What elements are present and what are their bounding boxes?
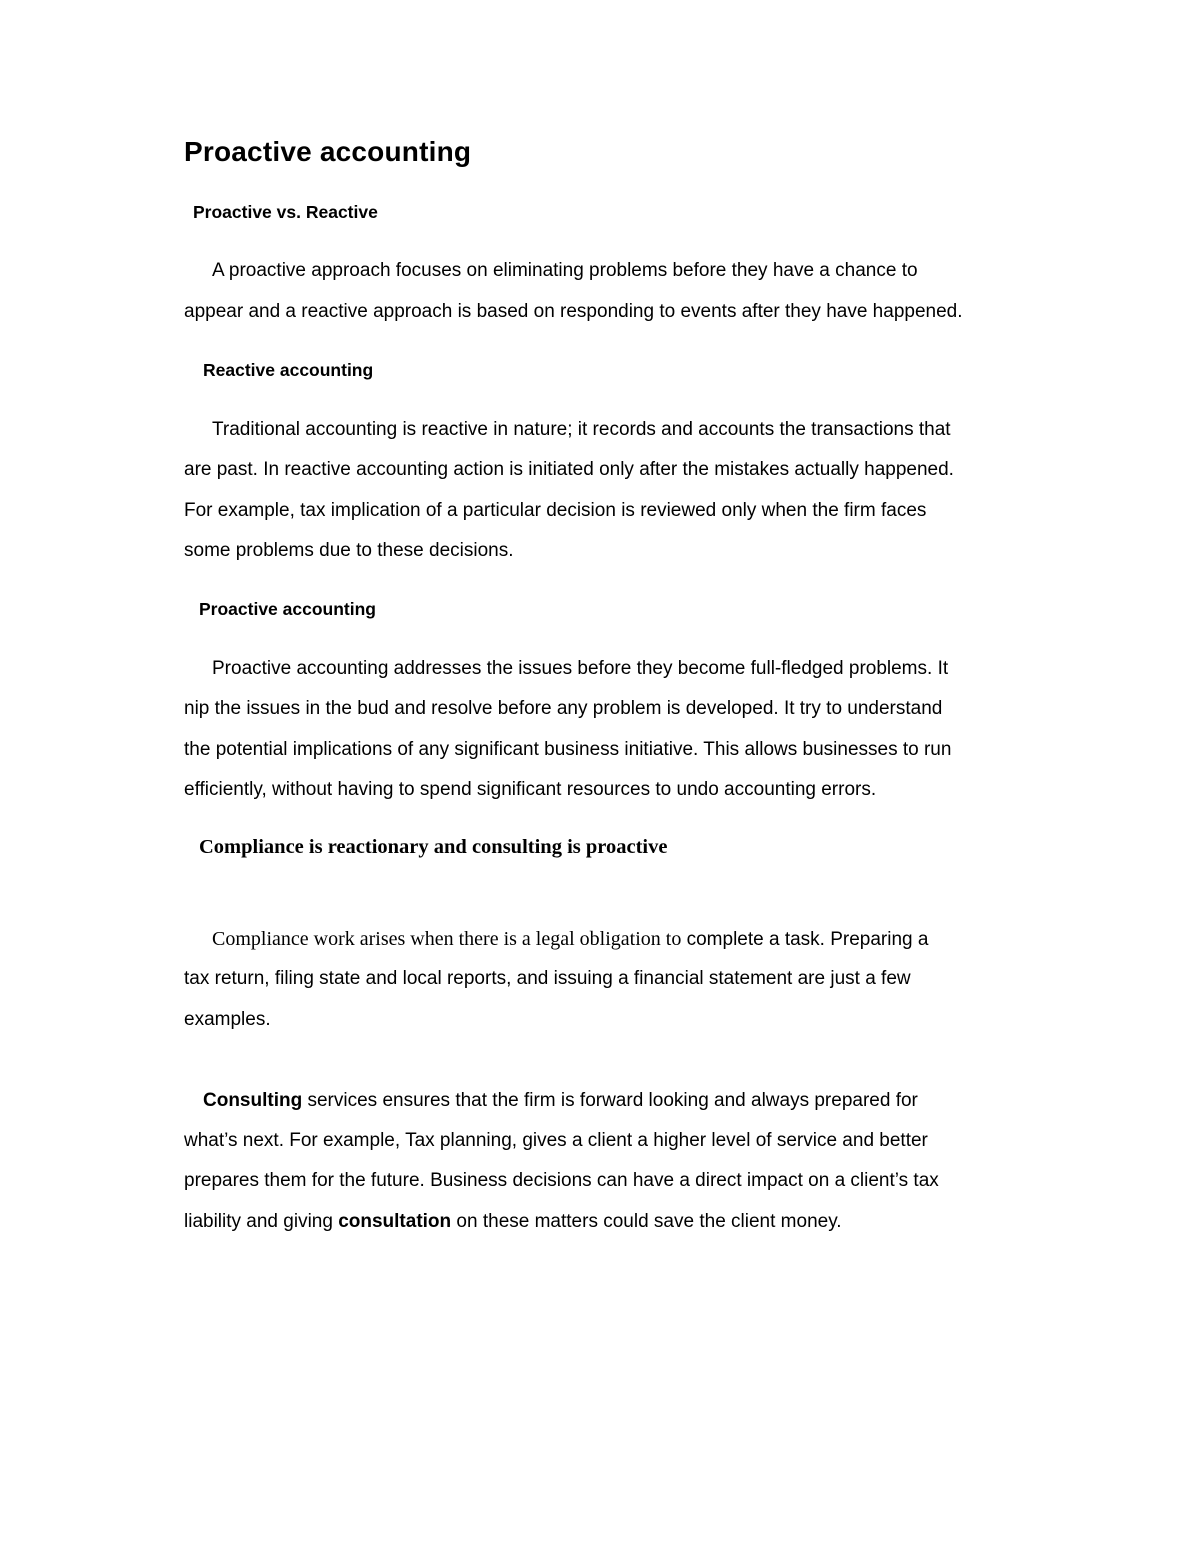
heading-compliance-vs-consulting: Compliance is reactionary and consulting is proactive xyxy=(199,836,668,858)
serif-text-run: Compliance work arises when there is a legal obligation to xyxy=(212,928,682,950)
paragraph-line: A proactive approach focuses on eliminating problems before they have a chance to xyxy=(212,260,918,281)
text-run: complete a task. Preparing a xyxy=(681,929,929,950)
paragraph-line: the potential implications of any significant business initiative. This allows businesses to run xyxy=(184,739,952,760)
paragraph-line: nip the issues in the bud and resolve before any problem is developed. It try to understand xyxy=(184,698,943,719)
document-title: Proactive accounting xyxy=(184,136,472,167)
paragraph-line xyxy=(212,927,928,952)
text-run: services ensures that the firm is forward looking and always prepared for xyxy=(302,1090,918,1111)
heading-reactive-accounting: Reactive accounting xyxy=(203,360,374,380)
text-run: on these matters could save the client money. xyxy=(451,1211,842,1232)
paragraph-line: efficiently, without having to spend significant resources to undo accounting errors. xyxy=(184,779,877,800)
paragraph-line: examples. xyxy=(184,1009,271,1030)
text-run: liability and giving xyxy=(184,1211,339,1232)
bold-term-consulting: Consulting xyxy=(203,1090,303,1111)
bold-term-consultation: consultation xyxy=(338,1211,452,1232)
paragraph-line: Traditional accounting is reactive in nature; it records and accounts the transactions that xyxy=(212,419,951,440)
paragraph-line: appear and a reactive approach is based on responding to events after they have happened. xyxy=(184,301,963,322)
paragraph-line: Proactive accounting addresses the issues before they become full-fledged problems. It xyxy=(212,658,949,679)
paragraph-line: tax return, filing state and local reports, and issuing a financial statement are just a few xyxy=(184,968,911,989)
paragraph-line: are past. In reactive accounting action is initiated only after the mistakes actually happened. xyxy=(184,459,954,480)
paragraph-line: what’s next. For example, Tax planning, gives a client a higher level of service and better xyxy=(184,1130,928,1151)
paragraph-line: some problems due to these decisions. xyxy=(184,540,514,561)
paragraph-line xyxy=(184,1210,842,1234)
paragraph-line: For example, tax implication of a particular decision is reviewed only when the firm faces xyxy=(184,500,927,521)
heading-proactive-accounting: Proactive accounting xyxy=(199,599,376,619)
paragraph-line: prepares them for the future. Business decisions can have a direct impact on a client’s tax xyxy=(184,1170,939,1191)
paragraph-line xyxy=(203,1089,918,1113)
heading-proactive-vs-reactive: Proactive vs. Reactive xyxy=(193,202,378,222)
